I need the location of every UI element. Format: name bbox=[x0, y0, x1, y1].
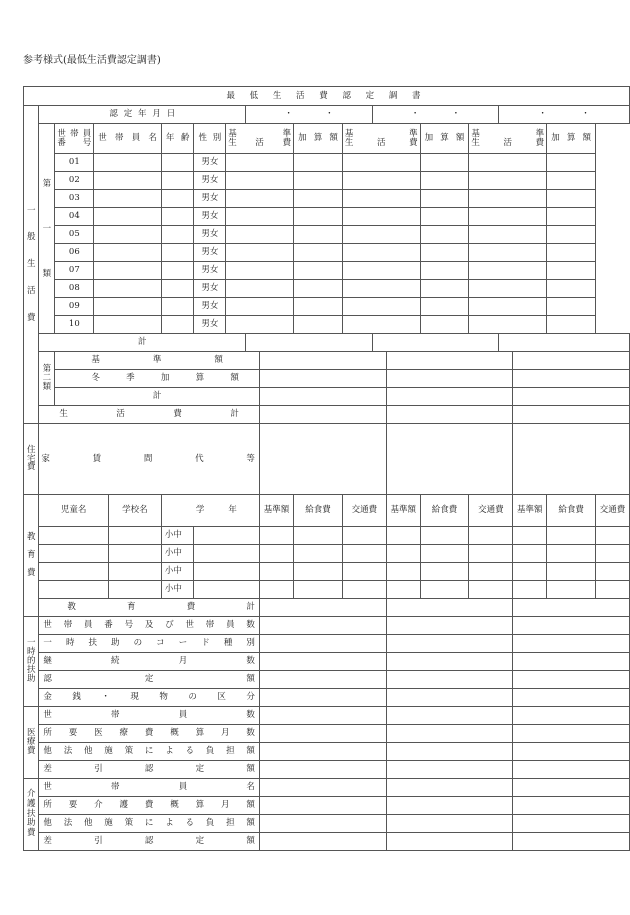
age-cell[interactable] bbox=[161, 190, 194, 208]
rent-label: 家賃間代等 bbox=[39, 424, 260, 495]
living-total-1[interactable] bbox=[259, 406, 386, 424]
living-total-2[interactable] bbox=[386, 406, 513, 424]
addition-cell[interactable] bbox=[420, 190, 469, 208]
temporary-aid-cell[interactable] bbox=[513, 671, 630, 689]
addition-cell[interactable] bbox=[547, 244, 596, 262]
temporary-aid-row-label: 世帯員番号及び世帯員数 bbox=[39, 617, 260, 635]
medical-cell[interactable] bbox=[513, 707, 630, 725]
temporary-aid-row-label: 金銭・現物の区分 bbox=[39, 689, 260, 707]
category1-total-label: 計 bbox=[39, 334, 246, 352]
addition-cell[interactable] bbox=[547, 280, 596, 298]
living-total-label: 生活費計 bbox=[39, 406, 260, 424]
category2-total-3[interactable] bbox=[513, 388, 630, 406]
addition-header-3: 加算額 bbox=[547, 124, 596, 154]
cost-header-transport: 交通費 bbox=[595, 495, 629, 527]
member-no: 06 bbox=[55, 244, 94, 262]
member-name-cell[interactable] bbox=[94, 208, 162, 226]
medical-cell[interactable] bbox=[513, 761, 630, 779]
cost-cell[interactable] bbox=[294, 563, 343, 581]
member-no: 01 bbox=[55, 154, 94, 172]
addition-header-2: 加算額 bbox=[420, 124, 469, 154]
nursing-cell[interactable] bbox=[513, 797, 630, 815]
cost-cell[interactable] bbox=[420, 563, 469, 581]
age-cell[interactable] bbox=[161, 316, 194, 334]
cost-header-standard: 基準額 bbox=[513, 495, 547, 527]
sex-cell[interactable]: 男女 bbox=[194, 154, 226, 172]
cost-cell[interactable] bbox=[342, 563, 386, 581]
rent-amount-2[interactable] bbox=[386, 424, 513, 495]
temporary-aid-cell[interactable] bbox=[386, 617, 513, 635]
addition-cell[interactable] bbox=[420, 154, 469, 172]
cost-cell[interactable] bbox=[259, 527, 293, 545]
child-name-cell[interactable] bbox=[39, 563, 109, 581]
sex-cell[interactable]: 男女 bbox=[194, 316, 226, 334]
cost-cell[interactable] bbox=[547, 545, 596, 563]
standard-cell[interactable] bbox=[469, 298, 547, 316]
cost-cell[interactable] bbox=[420, 545, 469, 563]
cost-cell[interactable] bbox=[513, 527, 547, 545]
medical-cell[interactable] bbox=[386, 743, 513, 761]
grade-type[interactable]: 小中 bbox=[161, 545, 194, 563]
school-name-cell[interactable] bbox=[108, 563, 161, 581]
grade-type[interactable]: 小中 bbox=[161, 581, 194, 599]
temporary-aid-cell[interactable] bbox=[259, 617, 386, 635]
standard-amount-3[interactable] bbox=[513, 352, 630, 370]
cost-cell[interactable] bbox=[547, 581, 596, 599]
temporary-aid-cell[interactable] bbox=[513, 617, 630, 635]
sex-header: 性別 bbox=[194, 124, 226, 154]
addition-cell[interactable] bbox=[294, 190, 343, 208]
school-name-header: 学校名 bbox=[108, 495, 161, 527]
sex-cell[interactable]: 男女 bbox=[194, 190, 226, 208]
standard-cell[interactable] bbox=[342, 316, 420, 334]
child-name-cell[interactable] bbox=[39, 581, 109, 599]
addition-cell[interactable] bbox=[294, 316, 343, 334]
nursing-cell[interactable] bbox=[513, 833, 630, 851]
cost-header-standard: 基準額 bbox=[259, 495, 293, 527]
nursing-care-label: 介 護 扶 助 費 bbox=[24, 779, 39, 851]
cost-cell[interactable] bbox=[294, 527, 343, 545]
education-label: 教 育 費 bbox=[24, 495, 39, 617]
age-cell[interactable] bbox=[161, 244, 194, 262]
category1-total-2[interactable] bbox=[372, 334, 499, 352]
cost-cell[interactable] bbox=[386, 527, 420, 545]
medical-cell[interactable] bbox=[513, 743, 630, 761]
winter-addition-1[interactable] bbox=[259, 370, 386, 388]
standard-cell[interactable] bbox=[469, 316, 547, 334]
standard-header-1: 基準 生活費 bbox=[226, 124, 294, 154]
medical-row-label: 差引認定額 bbox=[39, 761, 260, 779]
child-name-header: 児童名 bbox=[39, 495, 109, 527]
cost-cell[interactable] bbox=[513, 581, 547, 599]
standard-cell[interactable] bbox=[469, 172, 547, 190]
temporary-aid-label: 一 時 的 扶 助 bbox=[24, 617, 39, 707]
cost-cell[interactable] bbox=[259, 545, 293, 563]
medical-row-label: 世帯員数 bbox=[39, 707, 260, 725]
cost-header-meal: 給食費 bbox=[547, 495, 596, 527]
member-name-header: 世帯員名 bbox=[94, 124, 162, 154]
cost-cell[interactable] bbox=[513, 545, 547, 563]
member-name-cell[interactable] bbox=[94, 172, 162, 190]
category2-total-2[interactable] bbox=[386, 388, 513, 406]
temporary-aid-row-label: 継続月数 bbox=[39, 653, 260, 671]
addition-cell[interactable] bbox=[547, 190, 596, 208]
addition-cell[interactable] bbox=[420, 298, 469, 316]
sex-cell[interactable]: 男女 bbox=[194, 280, 226, 298]
age-cell[interactable] bbox=[161, 280, 194, 298]
temporary-aid-cell[interactable] bbox=[259, 653, 386, 671]
temporary-aid-cell[interactable] bbox=[513, 653, 630, 671]
cost-cell[interactable] bbox=[294, 545, 343, 563]
addition-cell[interactable] bbox=[294, 226, 343, 244]
standard-cell[interactable] bbox=[469, 190, 547, 208]
nursing-cell[interactable] bbox=[513, 779, 630, 797]
cost-header-meal: 給食費 bbox=[294, 495, 343, 527]
member-row bbox=[24, 298, 630, 316]
rent-amount-1[interactable] bbox=[259, 424, 386, 495]
housing-label: 住 宅 費 bbox=[24, 424, 39, 495]
nursing-cell[interactable] bbox=[259, 779, 386, 797]
standard-header-2: 基準 生活費 bbox=[342, 124, 420, 154]
main-title: 最 低 生 活 費 認 定 調 書 bbox=[24, 87, 630, 106]
temporary-aid-cell[interactable] bbox=[386, 671, 513, 689]
member-row bbox=[24, 226, 630, 244]
medical-row-label: 所要医療費概算月数 bbox=[39, 725, 260, 743]
addition-cell[interactable] bbox=[547, 316, 596, 334]
standard-cell[interactable] bbox=[469, 262, 547, 280]
member-no: 07 bbox=[55, 262, 94, 280]
member-name-cell[interactable] bbox=[94, 190, 162, 208]
standard-cell[interactable] bbox=[469, 154, 547, 172]
education-row bbox=[24, 545, 630, 563]
member-no: 02 bbox=[55, 172, 94, 190]
category1-total-3[interactable] bbox=[499, 334, 630, 352]
addition-cell[interactable] bbox=[420, 280, 469, 298]
standard-cell[interactable] bbox=[469, 244, 547, 262]
addition-cell[interactable] bbox=[547, 208, 596, 226]
medical-cell[interactable] bbox=[259, 743, 386, 761]
age-header: 年齢 bbox=[161, 124, 194, 154]
nursing-cell[interactable] bbox=[386, 797, 513, 815]
member-row bbox=[24, 244, 630, 262]
addition-cell[interactable] bbox=[547, 172, 596, 190]
medical-cell[interactable] bbox=[259, 761, 386, 779]
temporary-aid-cell[interactable] bbox=[386, 635, 513, 653]
nursing-cell[interactable] bbox=[386, 815, 513, 833]
member-row bbox=[24, 208, 630, 226]
sex-cell[interactable]: 男女 bbox=[194, 298, 226, 316]
addition-cell[interactable] bbox=[294, 244, 343, 262]
member-row bbox=[24, 316, 630, 334]
addition-cell[interactable] bbox=[294, 262, 343, 280]
member-row bbox=[24, 190, 630, 208]
addition-cell[interactable] bbox=[420, 226, 469, 244]
medical-cell[interactable] bbox=[259, 707, 386, 725]
winter-addition-3[interactable] bbox=[513, 370, 630, 388]
nursing-row-label: 所要介護費概算月額 bbox=[39, 797, 260, 815]
school-name-cell[interactable] bbox=[108, 581, 161, 599]
member-no: 09 bbox=[55, 298, 94, 316]
standard-amount-2[interactable] bbox=[386, 352, 513, 370]
category1-label: 第 一 類 bbox=[39, 124, 55, 334]
grade-cell[interactable] bbox=[194, 563, 259, 581]
temporary-aid-row-label: 一時扶助のコード種別 bbox=[39, 635, 260, 653]
cost-cell[interactable] bbox=[342, 545, 386, 563]
education-total-3[interactable] bbox=[513, 599, 630, 617]
cost-cell[interactable] bbox=[547, 527, 596, 545]
addition-cell[interactable] bbox=[294, 208, 343, 226]
education-row bbox=[24, 581, 630, 599]
standard-amount-1[interactable] bbox=[259, 352, 386, 370]
nursing-cell[interactable] bbox=[259, 815, 386, 833]
age-cell[interactable] bbox=[161, 172, 194, 190]
standard-cell[interactable] bbox=[342, 262, 420, 280]
sex-cell[interactable]: 男女 bbox=[194, 208, 226, 226]
member-no: 03 bbox=[55, 190, 94, 208]
nursing-row-label: 他法他施策による負担額 bbox=[39, 815, 260, 833]
standard-cell[interactable] bbox=[469, 208, 547, 226]
cost-cell[interactable] bbox=[595, 545, 629, 563]
member-name-cell[interactable] bbox=[94, 226, 162, 244]
cost-cell[interactable] bbox=[595, 581, 629, 599]
standard-cell[interactable] bbox=[342, 280, 420, 298]
rent-amount-3[interactable] bbox=[513, 424, 630, 495]
member-row bbox=[24, 172, 630, 190]
sex-cell[interactable]: 男女 bbox=[194, 262, 226, 280]
standard-cell[interactable] bbox=[342, 226, 420, 244]
cost-cell[interactable] bbox=[469, 527, 513, 545]
cost-header-transport: 交通費 bbox=[342, 495, 386, 527]
temporary-aid-row-label: 認定額 bbox=[39, 671, 260, 689]
cost-cell[interactable] bbox=[513, 563, 547, 581]
education-total-1[interactable] bbox=[259, 599, 386, 617]
member-no: 08 bbox=[55, 280, 94, 298]
addition-cell[interactable] bbox=[294, 172, 343, 190]
medical-cell[interactable] bbox=[259, 725, 386, 743]
standard-cell[interactable] bbox=[469, 280, 547, 298]
standard-cell[interactable] bbox=[226, 226, 294, 244]
cost-cell[interactable] bbox=[469, 581, 513, 599]
grade-cell[interactable] bbox=[194, 527, 259, 545]
member-name-cell[interactable] bbox=[94, 298, 162, 316]
cost-cell[interactable] bbox=[469, 545, 513, 563]
member-no: 05 bbox=[55, 226, 94, 244]
standard-cell[interactable] bbox=[226, 244, 294, 262]
addition-cell[interactable] bbox=[547, 262, 596, 280]
cost-cell[interactable] bbox=[420, 527, 469, 545]
standard-cell[interactable] bbox=[226, 298, 294, 316]
addition-cell[interactable] bbox=[547, 298, 596, 316]
temporary-aid-cell[interactable] bbox=[513, 689, 630, 707]
addition-cell[interactable] bbox=[294, 280, 343, 298]
date-field-2[interactable]: ・ ・ bbox=[372, 106, 499, 124]
member-name-cell[interactable] bbox=[94, 262, 162, 280]
member-name-cell[interactable] bbox=[94, 154, 162, 172]
winter-addition-2[interactable] bbox=[386, 370, 513, 388]
nursing-cell[interactable] bbox=[259, 833, 386, 851]
category2-total-1[interactable] bbox=[259, 388, 386, 406]
date-field-1[interactable]: ・ ・ bbox=[246, 106, 372, 124]
education-total-label: 教育費計 bbox=[39, 599, 260, 617]
nursing-cell[interactable] bbox=[259, 797, 386, 815]
living-total-3[interactable] bbox=[513, 406, 630, 424]
grade-header: 学年 bbox=[161, 495, 259, 527]
addition-cell[interactable] bbox=[547, 154, 596, 172]
category2-total-label: 計 bbox=[55, 388, 259, 406]
member-name-cell[interactable] bbox=[94, 316, 162, 334]
child-name-cell[interactable] bbox=[39, 527, 109, 545]
cost-cell[interactable] bbox=[547, 563, 596, 581]
cost-cell[interactable] bbox=[386, 563, 420, 581]
cost-cell[interactable] bbox=[386, 581, 420, 599]
member-row bbox=[24, 280, 630, 298]
cost-cell[interactable] bbox=[259, 581, 293, 599]
cost-cell[interactable] bbox=[595, 563, 629, 581]
addition-cell[interactable] bbox=[420, 172, 469, 190]
standard-cell[interactable] bbox=[226, 208, 294, 226]
standard-cell[interactable] bbox=[342, 190, 420, 208]
cost-cell[interactable] bbox=[259, 563, 293, 581]
temporary-aid-cell[interactable] bbox=[259, 671, 386, 689]
temporary-aid-cell[interactable] bbox=[386, 689, 513, 707]
temporary-aid-cell[interactable] bbox=[513, 635, 630, 653]
medical-cell[interactable] bbox=[513, 725, 630, 743]
grade-type[interactable]: 小中 bbox=[161, 563, 194, 581]
school-name-cell[interactable] bbox=[108, 545, 161, 563]
standard-cell[interactable] bbox=[226, 154, 294, 172]
standard-cell[interactable] bbox=[226, 190, 294, 208]
medical-label: 医 療 費 bbox=[24, 707, 39, 779]
member-row bbox=[24, 262, 630, 280]
medical-row-label: 他法他施策による負担額 bbox=[39, 743, 260, 761]
education-total-2[interactable] bbox=[386, 599, 513, 617]
child-name-cell[interactable] bbox=[39, 545, 109, 563]
nursing-cell[interactable] bbox=[386, 833, 513, 851]
age-cell[interactable] bbox=[161, 262, 194, 280]
member-row bbox=[24, 154, 630, 172]
standard-cell[interactable] bbox=[342, 244, 420, 262]
standard-cell[interactable] bbox=[469, 226, 547, 244]
education-row bbox=[24, 527, 630, 545]
cost-cell[interactable] bbox=[386, 545, 420, 563]
age-cell[interactable] bbox=[161, 154, 194, 172]
date-label: 認定年月日 bbox=[39, 106, 246, 124]
date-field-3[interactable]: ・ ・ bbox=[499, 106, 630, 124]
school-name-cell[interactable] bbox=[108, 527, 161, 545]
age-cell[interactable] bbox=[161, 298, 194, 316]
standard-cell[interactable] bbox=[226, 172, 294, 190]
sex-cell[interactable]: 男女 bbox=[194, 226, 226, 244]
nursing-row-label: 世帯員名 bbox=[39, 779, 260, 797]
winter-addition-label: 冬季加算額 bbox=[55, 370, 259, 388]
cost-cell[interactable] bbox=[342, 527, 386, 545]
member-no: 04 bbox=[55, 208, 94, 226]
sex-cell[interactable]: 男女 bbox=[194, 244, 226, 262]
addition-cell[interactable] bbox=[294, 298, 343, 316]
addition-cell[interactable] bbox=[547, 226, 596, 244]
standard-cell[interactable] bbox=[342, 298, 420, 316]
temporary-aid-cell[interactable] bbox=[259, 635, 386, 653]
age-cell[interactable] bbox=[161, 226, 194, 244]
addition-cell[interactable] bbox=[420, 208, 469, 226]
temporary-aid-cell[interactable] bbox=[386, 653, 513, 671]
medical-cell[interactable] bbox=[386, 707, 513, 725]
member-no-header: 世帯員 番号 bbox=[55, 124, 94, 154]
addition-header-1: 加算額 bbox=[294, 124, 343, 154]
cost-header-meal: 給食費 bbox=[420, 495, 469, 527]
cost-cell[interactable] bbox=[294, 581, 343, 599]
cost-cell[interactable] bbox=[595, 527, 629, 545]
member-name-cell[interactable] bbox=[94, 244, 162, 262]
general-living-label: 一 般 生 活 費 bbox=[24, 106, 39, 424]
medical-cell[interactable] bbox=[386, 761, 513, 779]
addition-cell[interactable] bbox=[420, 316, 469, 334]
member-no: 10 bbox=[55, 316, 94, 334]
temporary-aid-cell[interactable] bbox=[259, 689, 386, 707]
standard-cell[interactable] bbox=[342, 154, 420, 172]
addition-cell[interactable] bbox=[294, 154, 343, 172]
category2-label: 第 二 類 bbox=[39, 352, 55, 406]
nursing-row-label: 差引認定額 bbox=[39, 833, 260, 851]
form-label: 参考様式(最低生活費認定調書) bbox=[23, 55, 161, 66]
assessment-table bbox=[23, 86, 630, 851]
addition-cell[interactable] bbox=[420, 262, 469, 280]
standard-cell[interactable] bbox=[342, 208, 420, 226]
standard-cell[interactable] bbox=[226, 262, 294, 280]
nursing-cell[interactable] bbox=[513, 815, 630, 833]
assessment-sheet bbox=[23, 86, 630, 851]
standard-cell[interactable] bbox=[226, 280, 294, 298]
grade-type[interactable]: 小中 bbox=[161, 527, 194, 545]
cost-header-standard: 基準額 bbox=[386, 495, 420, 527]
member-name-cell[interactable] bbox=[94, 280, 162, 298]
nursing-cell[interactable] bbox=[386, 779, 513, 797]
category1-total-1[interactable] bbox=[246, 334, 372, 352]
grade-cell[interactable] bbox=[194, 581, 259, 599]
standard-cell[interactable] bbox=[226, 316, 294, 334]
medical-cell[interactable] bbox=[386, 725, 513, 743]
sex-cell[interactable]: 男女 bbox=[194, 172, 226, 190]
cost-cell[interactable] bbox=[469, 563, 513, 581]
standard-header-3: 基準 生活費 bbox=[469, 124, 547, 154]
age-cell[interactable] bbox=[161, 208, 194, 226]
cost-header-transport: 交通費 bbox=[469, 495, 513, 527]
education-row bbox=[24, 563, 630, 581]
cost-cell[interactable] bbox=[342, 581, 386, 599]
cost-cell[interactable] bbox=[420, 581, 469, 599]
grade-cell[interactable] bbox=[194, 545, 259, 563]
addition-cell[interactable] bbox=[420, 244, 469, 262]
standard-cell[interactable] bbox=[342, 172, 420, 190]
standard-amount-label: 基準額 bbox=[55, 352, 259, 370]
